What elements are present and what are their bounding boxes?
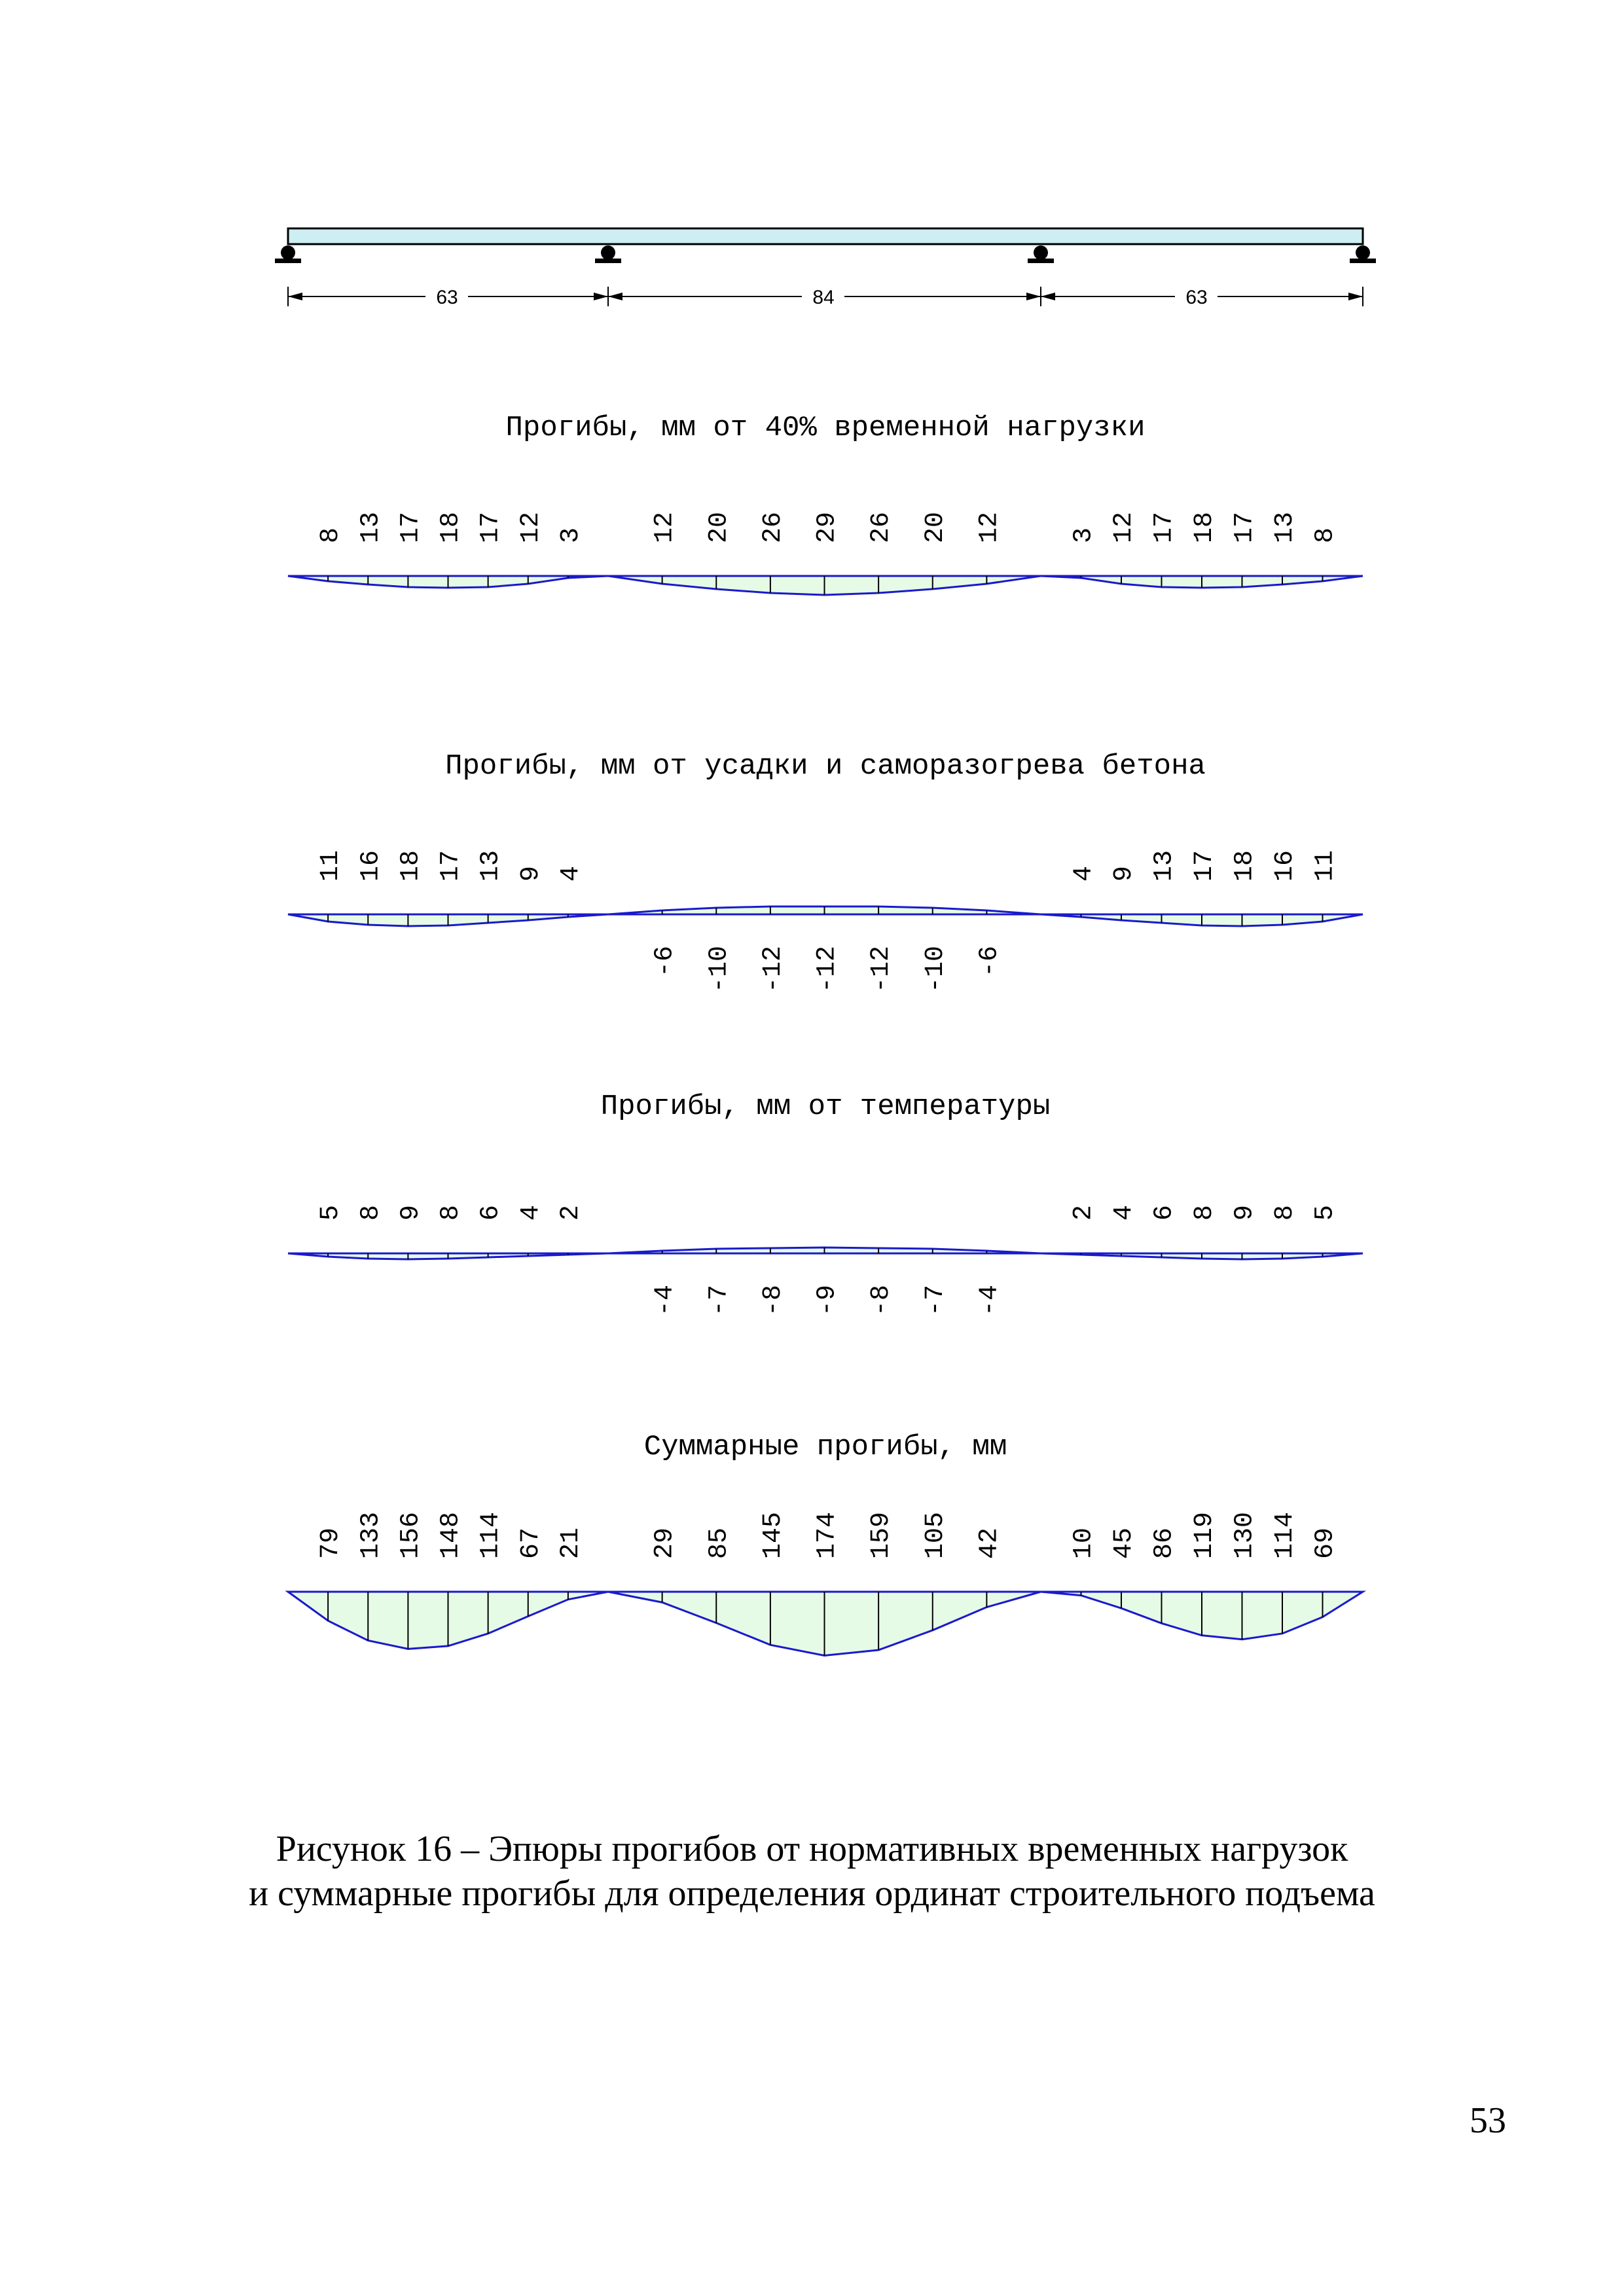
ordinate-label: 13	[356, 511, 386, 543]
ordinate-label: 18	[1190, 511, 1219, 543]
figure-caption-line-2: и суммарные прогибы для определения ординат строительного подъема	[249, 1873, 1375, 1914]
ordinate-label: 8	[1310, 527, 1341, 543]
ordinate-label: 21	[556, 1527, 586, 1559]
ordinate-label: 114	[1271, 1511, 1300, 1559]
ordinate-label: 67	[516, 1527, 546, 1559]
panel-title-live-load: Прогибы, мм от 40% временной нагрузки	[505, 412, 1146, 444]
ordinate-label: 105	[920, 1511, 950, 1559]
ordinate-label: -9	[812, 1285, 842, 1317]
ordinate-label: 13	[1149, 850, 1180, 882]
ordinate-label: 148	[436, 1511, 466, 1559]
ordinate-label: 26	[867, 511, 897, 543]
beam	[288, 228, 1363, 244]
ordinate-label: 17	[436, 850, 466, 882]
ordinate-label: 6	[476, 1204, 506, 1221]
ordinate-label: -7	[920, 1285, 950, 1317]
ordinate-label: -7	[704, 1285, 734, 1317]
ordinate-label: 29	[650, 1527, 680, 1559]
ordinate-label: 17	[1149, 511, 1180, 543]
ordinate-label: 13	[1271, 511, 1300, 543]
ordinate-label: -12	[758, 946, 788, 994]
ordinate-label: 9	[1230, 1204, 1260, 1221]
ordinate-label: 10	[1069, 1527, 1099, 1559]
span-label-3: 63	[1185, 287, 1208, 308]
beam-scheme	[275, 228, 1376, 308]
ordinate-label: -12	[867, 946, 897, 994]
ordinate-label: 79	[316, 1527, 346, 1559]
ordinate-label: 12	[516, 511, 546, 543]
ordinate-label: 29	[812, 511, 842, 543]
ordinate-label: 18	[396, 850, 426, 882]
ordinate-label: 20	[704, 511, 734, 543]
ordinate-label: 12	[1110, 511, 1139, 543]
ordinate-label: 17	[476, 511, 506, 543]
support-1	[275, 245, 301, 263]
ordinate-label: 18	[1230, 850, 1260, 882]
ordinate-label: 12	[650, 511, 680, 543]
ordinate-label: 13	[476, 850, 506, 882]
ordinate-label: 17	[1230, 511, 1260, 543]
ordinate-label: 86	[1149, 1527, 1180, 1559]
ordinate-label: 6	[1149, 1204, 1180, 1221]
span-label-1: 63	[436, 287, 458, 308]
ordinate-label: 85	[704, 1527, 734, 1559]
page-number: 53	[1470, 2100, 1506, 2141]
ordinate-label: 3	[1069, 527, 1099, 543]
ordinate-label: 130	[1230, 1511, 1260, 1559]
ordinate-label: 114	[476, 1511, 506, 1559]
ordinate-label: 42	[975, 1527, 1005, 1559]
ordinate-label: 156	[396, 1511, 426, 1559]
ordinate-label: 145	[758, 1511, 788, 1559]
ordinate-label: 159	[867, 1511, 897, 1559]
figure-caption-line-1: Рисунок 16 – Эпюры прогибов от нормативных временных нагрузок	[276, 1829, 1348, 1869]
ordinate-label: 20	[920, 511, 950, 543]
panel-title-total: Суммарные прогибы, мм	[643, 1431, 1007, 1463]
ordinate-label: 133	[356, 1511, 386, 1559]
ordinate-label: 17	[1190, 850, 1219, 882]
ordinate-label: -4	[975, 1285, 1005, 1317]
ordinate-label: 8	[1190, 1204, 1219, 1221]
ordinate-label: 5	[1310, 1204, 1341, 1221]
ordinate-label: 4	[1110, 1204, 1139, 1221]
ordinate-label: 3	[556, 527, 586, 543]
diagram-live-load	[288, 512, 1363, 595]
ordinate-label: 69	[1310, 1527, 1341, 1559]
ordinate-label: 11	[1310, 850, 1341, 882]
ordinate-label: 174	[812, 1511, 842, 1559]
ordinate-label: 12	[975, 511, 1005, 543]
ordinate-label: 4	[516, 1204, 546, 1221]
ordinate-label: 4	[1069, 865, 1099, 882]
ordinate-label: 8	[356, 1204, 386, 1221]
support-4	[1350, 245, 1376, 263]
ordinate-label: 4	[556, 865, 586, 882]
diagram-temperature	[288, 1205, 1363, 1316]
ordinate-label: -8	[758, 1285, 788, 1317]
ordinate-label: 8	[1271, 1204, 1300, 1221]
ordinate-label: 16	[1271, 850, 1300, 882]
ordinate-label: 45	[1110, 1527, 1139, 1559]
ordinate-label: -8	[867, 1285, 897, 1317]
ordinate-label: 2	[556, 1204, 586, 1221]
ordinate-label: 16	[356, 850, 386, 882]
ordinate-label: 17	[396, 511, 426, 543]
ordinate-label: 9	[1110, 865, 1139, 882]
ordinate-label: -4	[650, 1285, 680, 1317]
ordinate-label: -10	[704, 946, 734, 994]
ordinate-label: 119	[1190, 1511, 1219, 1559]
diagram-total	[288, 1512, 1363, 1655]
diagram-shrinkage	[288, 850, 1363, 993]
ordinate-label: 8	[436, 1204, 466, 1221]
span-label-2: 84	[812, 287, 835, 308]
ordinate-label: -6	[975, 946, 1005, 978]
ordinate-label: 2	[1069, 1204, 1099, 1221]
panel-title-temperature: Прогибы, мм от температуры	[600, 1090, 1051, 1123]
ordinate-label: 11	[316, 850, 346, 882]
ordinate-label: -10	[920, 946, 950, 994]
panel-title-shrinkage: Прогибы, мм от усадки и саморазогрева бетона	[445, 750, 1206, 783]
ordinate-label: -12	[812, 946, 842, 994]
ordinate-label: 9	[396, 1204, 426, 1221]
ordinate-label: 5	[316, 1204, 346, 1221]
ordinate-label: 18	[436, 511, 466, 543]
ordinate-label: -6	[650, 946, 680, 978]
ordinate-label: 26	[758, 511, 788, 543]
ordinate-label: 8	[316, 527, 346, 543]
support-2	[595, 245, 621, 263]
ordinate-label: 9	[516, 865, 546, 882]
support-3	[1028, 245, 1054, 263]
